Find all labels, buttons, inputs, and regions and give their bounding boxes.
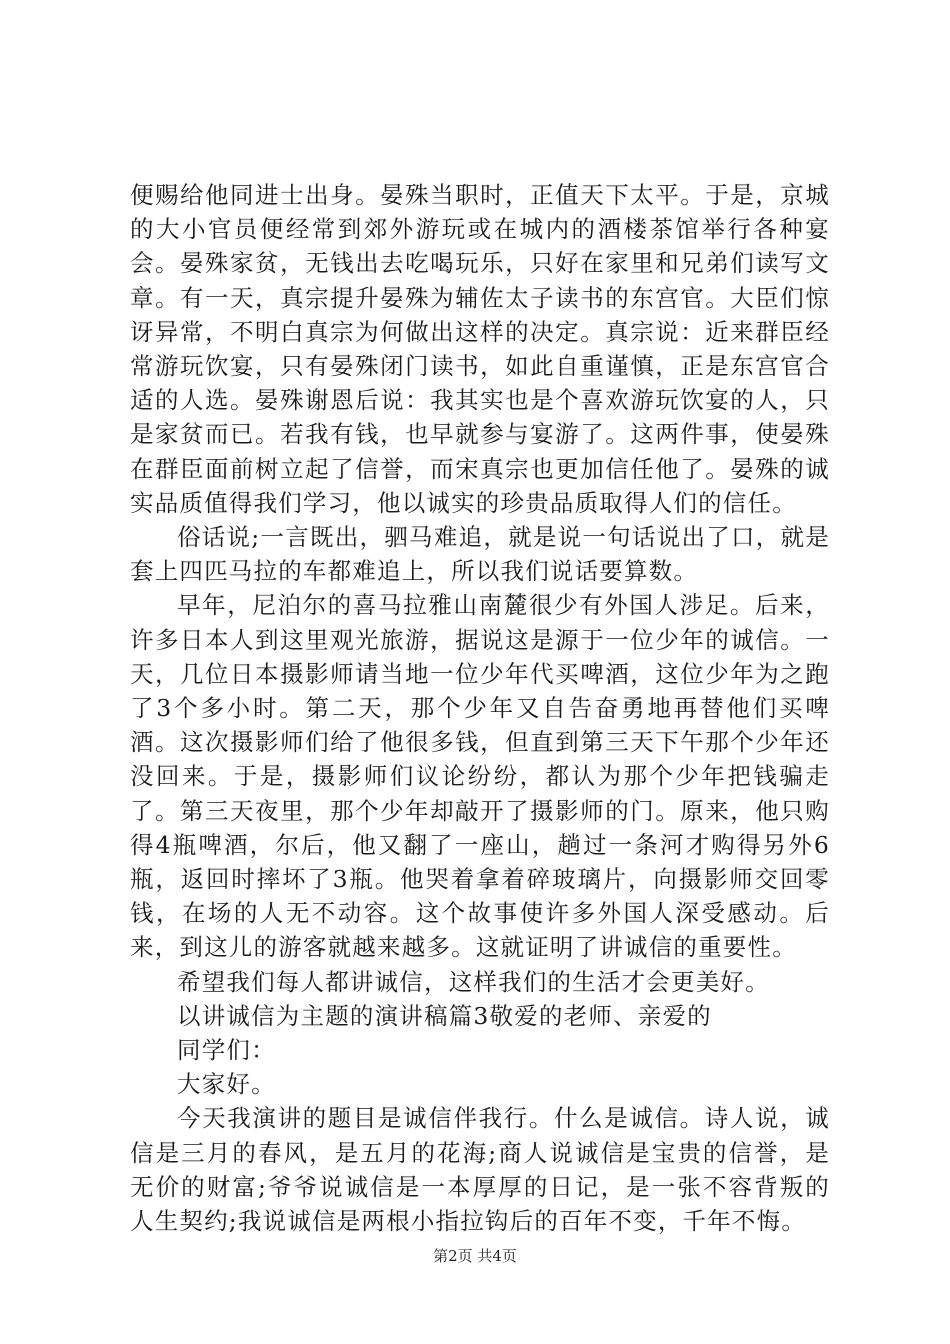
paragraph: 俗话说;一言既出，驷马难追，就是说一句话说出了口，就是套上四匹马拉的车都难追上，所以我们说话要算数。 (130, 523, 830, 586)
paragraph: 今天我演讲的题目是诚信伴我行。什么是诚信。诗人说，诚信是三月的春风，是五月的花海;商人说诚信是宝贵的信誉，是无价的财富;爷爷说诚信是一本厚厚的日记，是一张不容背叛的人生契约;我说诚信是两根小指拉钩后的百年不变，千年不悔。 (130, 1104, 830, 1236)
page-number: 第2页 共4页 (433, 1247, 517, 1265)
body-text (130, 178, 830, 1238)
paragraph: 早年，尼泊尔的喜马拉雅山南麓很少有外国人涉足。后来，许多日本人到这里观光旅游，据说这是源于一位少年的诚信。一天，几位日本摄影师请当地一位少年代买啤酒，这位少年为之跑了3个多小时。第二天，那个少年又自告奋勇地再替他们买啤酒。这次摄影师们给了他很多钱，但直到第三天下午那个少年还没回来。于是，摄影师们议论纷纷，都认为那个少年把钱骗走了。第三天夜里，那个少年却敲开了摄影师的门。原来，他只购得4瓶啤酒，尔后，他又翻了一座山，趟过一条河才购得另外6瓶，返回时摔坏了3瓶。他哭着拿着碎玻璃片，向摄影师交回零钱，在场的人无不动容。这个故事使许多外国人深受感动。后来，到这儿的游客就越来越多。这就证明了讲诚信的重要性。 (130, 591, 830, 962)
paragraph: 同学们： (177, 1036, 276, 1065)
paragraph: 便赐给他同进士出身。晏殊当职时，正值天下太平。于是，京城的大小官员便经常到郊外游玩或在城内的酒楼茶馆举行各种宴会。晏殊家贫，无钱出去吃喝玩乐，只好在家里和兄弟们读写文章。有一天，真宗提升晏殊为辅佐太子读书的东宫官。大臣们惊讶异常，不明白真宗为何做出这样的决定。真宗说：近来群臣经常游玩饮宴，只有晏殊闭门读书，如此自重谨慎，正是东宫官合适的人选。晏殊谢恩后说：我其实也是个喜欢游玩饮宴的人，只是家贫而已。若我有钱，也早就参与宴游了。这两件事，使晏殊在群臣面前树立起了信誉，而宋真宗也更加信任他了。晏殊的诚实品质值得我们学习，他以诚实的珍贵品质取得人们的信任。 (130, 181, 830, 517)
paragraph: 希望我们每人都讲诚信，这样我们的生活才会更美好。 (177, 967, 770, 996)
paragraph: 以讲诚信为主题的演讲稿篇3敬爱的老师、亲爱的 (177, 1001, 712, 1030)
paragraph: 大家好。 (177, 1070, 276, 1099)
